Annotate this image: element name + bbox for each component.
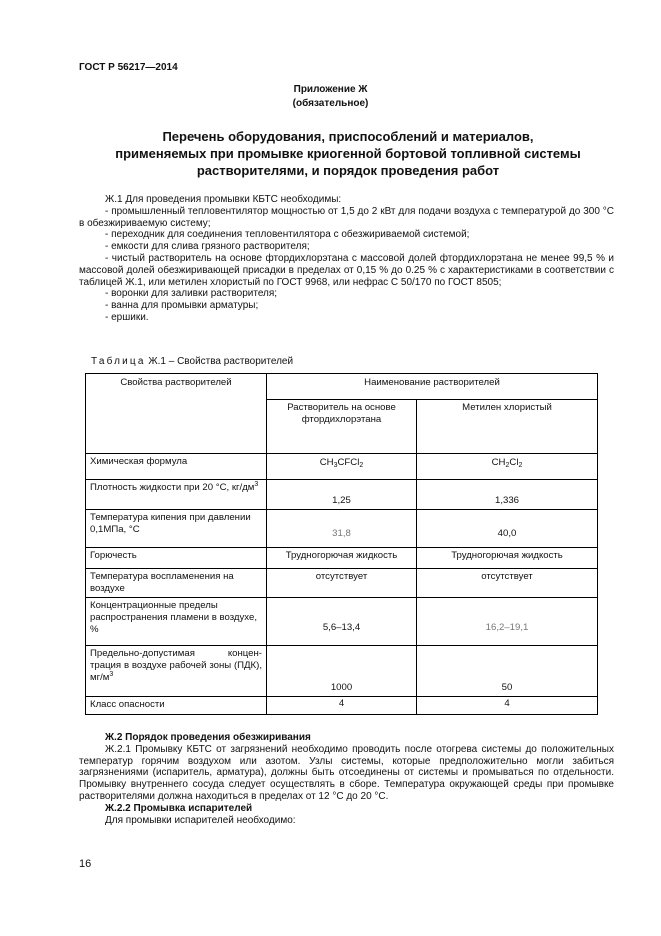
table-row	[86, 480, 598, 510]
cell-value: отсутствует	[417, 569, 598, 598]
page-number: 16	[79, 858, 92, 870]
annex-title: Приложение Ж	[293, 84, 368, 95]
cell-value: 4	[417, 697, 598, 715]
header-col-1: Растворитель на основе фтордихлорэтана	[267, 400, 417, 454]
list-item: - воронки для заливки растворителя;	[105, 288, 278, 300]
list-item: - переходник для соединения тепловентилятора с обезжириваемой системой;	[105, 229, 470, 241]
header-property: Свойства растворителей	[86, 374, 267, 454]
annex-status: (обязательное)	[292, 98, 369, 109]
title-line-1: Перечень оборудования, приспособлений и материалов,	[162, 129, 534, 144]
row-label: Предельно-допустимая концен-трация в воздухе рабочей зоны (ПДК), $мг/м^3$	[86, 646, 267, 697]
section-2-paragraph: Ж.2.1 Промывку КБТС от загрязнений необходимо проводить после отогрева системы до положительных температур горячим воздухом или азотом. Узлы системы, которые предположительно могли забиться загрязнениями (испаритель, арматура), должны быть отсоединены от системы и промываться по отдельности. Промывку внутреннего сосуда следует осуществлять в сборе. Температура окружающей среды при промывке растворителями должна находиться в пределах от 12 °С до 20 °С.	[79, 743, 614, 802]
section-2	[79, 732, 614, 826]
cell-value: 4	[267, 697, 417, 715]
row-label: Класс опасности	[86, 697, 267, 715]
cell-value: 16,2–19,1	[417, 598, 598, 646]
cell-value: Трудногорючая жидкость	[417, 548, 598, 569]
header-names: Наименование растворителей	[267, 374, 598, 400]
table-row	[86, 510, 598, 548]
list-item: - ванна для промывки арматуры;	[105, 300, 259, 312]
cell-value: 5,6–13,4	[267, 598, 417, 646]
table-row	[86, 548, 598, 569]
table-row	[86, 454, 598, 480]
cell-value: 1,336	[417, 480, 598, 510]
row-label: Концентрационные пределы распространения пламени в воздухе, %	[86, 598, 267, 646]
standard-header: ГОСТ Р 56217—2014	[79, 62, 178, 73]
table-row	[86, 598, 598, 646]
title-line-2: применяемых при промывке криогенной бортовой топливной системы	[115, 146, 581, 161]
cell-value: Трудногорючая жидкость	[267, 548, 417, 569]
row-label: Химическая формула	[86, 454, 267, 480]
subsection-paragraph: Для промывки испарителей необходимо:	[105, 814, 296, 826]
section-2-heading: Ж.2 Порядок проведения обезжиривания	[105, 732, 311, 743]
table-row	[86, 697, 598, 715]
cell-value: 50	[417, 646, 598, 697]
table-caption-word: Таблица	[91, 356, 146, 367]
section-1	[79, 194, 614, 324]
cell-value: 40,0	[417, 510, 598, 548]
solvent-properties-table	[85, 373, 598, 715]
table-caption	[91, 356, 293, 367]
table-row	[86, 646, 598, 697]
table-caption-text: Ж.1 – Свойства растворителей	[148, 356, 294, 367]
row-label: Температура кипения при давлении 0,1МПа, °С	[86, 510, 267, 548]
subsection-heading: Ж.2.2 Промывка испарителей	[105, 802, 253, 814]
row-label: Плотность жидкости при 20 °С, $кг/дм^3$	[86, 480, 267, 510]
row-label: Температура воспламенения на воздухе	[86, 569, 267, 598]
table-row	[86, 569, 598, 598]
document-title	[79, 128, 617, 179]
list-item: - промышленный тепловентилятор мощностью от 1,5 до 2 кВт для подачи воздуха с температурой до 300 °С в обезжириваемую систему;	[79, 205, 614, 229]
formula-value-1: $CH_3CFCl_2$	[267, 454, 417, 480]
cell-value: отсутствует	[267, 569, 417, 598]
cell-value: 1000	[267, 646, 417, 697]
list-item: - емкости для слива грязного растворителя;	[105, 241, 310, 253]
section-1-intro: Ж.1 Для проведения промывки КБТС необходимы:	[105, 194, 342, 205]
header-col-2: Метилен хлористый	[417, 400, 598, 454]
formula-value-2: $CH_2Cl_2$	[417, 454, 598, 480]
row-label: Горючесть	[86, 548, 267, 569]
list-item: - ершики.	[105, 311, 149, 323]
cell-value: 31,8	[267, 510, 417, 548]
list-item: - чистый растворитель на основе фтордихлорэтана с массовой долей фтордихлорэтана не менее 99,5 % и массовой долей обезжиривающей присадки в пределах от 0,15 % до 0.25 % с характеристиками в соответствии с таблицей Ж.1, или метилен хлористый по ГОСТ 9968, или нефрас С 50/170 по ГОСТ 8505;	[79, 252, 614, 288]
cell-value: 1,25	[267, 480, 417, 510]
title-line-3: растворителями, и порядок проведения работ	[196, 163, 500, 178]
